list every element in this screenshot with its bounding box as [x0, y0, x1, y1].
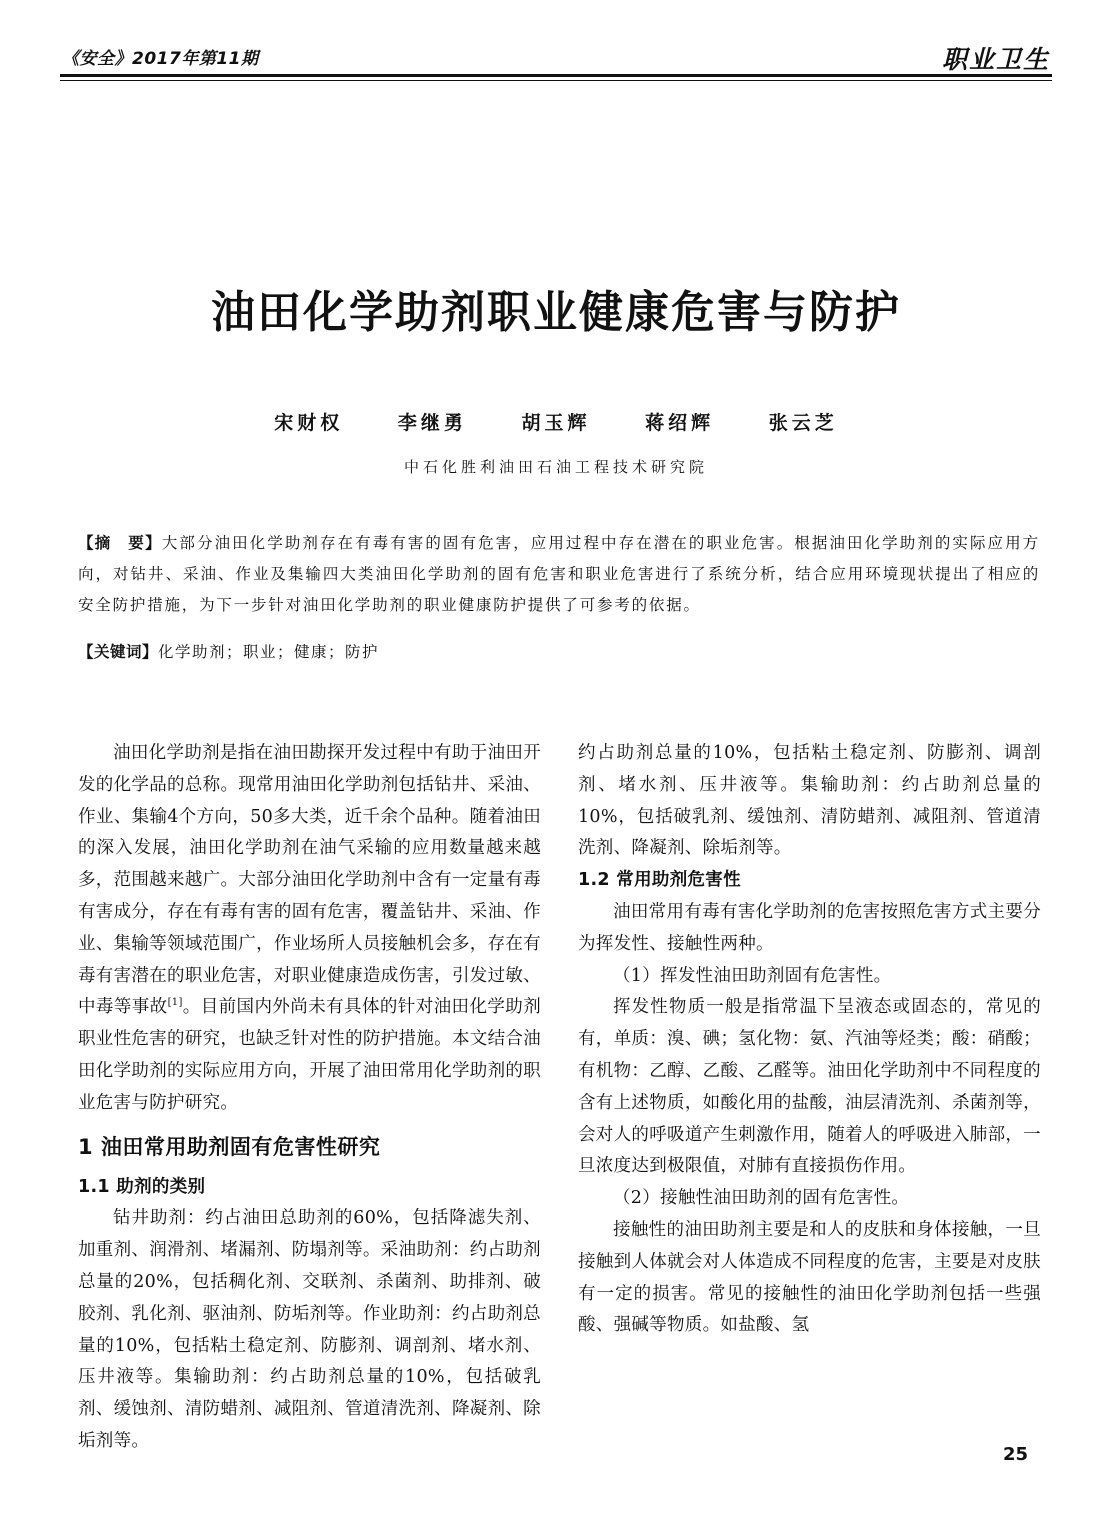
header-rule-thick [60, 74, 1052, 77]
item-heading: （2）接触性油田助剂的固有危害性。 [613, 1188, 910, 1209]
citation-ref: [1] [167, 997, 183, 1009]
body-column-left [78, 738, 541, 1489]
keywords-label: 【关键词】 [78, 643, 159, 661]
intro-text: 油田化学助剂是指在油田勘探开发过程中有助于油田开发的化学品的总称。现常用油田化学助剂包括钻井、采油、作业、集输4个方向，50多大类，近千余个品种。随着油田的深入发展，油田化学助剂在油气采输的应用数量越来越多，范围越来越广。大部分油田化学助剂中含有一定量有毒有害成分，存在有毒有害的固有危害，覆盖钻井、采油、作业、集输等领域范围广，作业场所人员接触机会多，存在有毒有害潜在的职业危害，对职业健康造成伤害，引发过敏、中毒等事故 [78, 743, 541, 1018]
author-affiliation: 中石化胜利油田石油工程技术研究院 [403, 458, 708, 476]
author-name: 宋财权 [274, 412, 344, 434]
author-name: 张云芝 [768, 412, 838, 434]
author-list [0, 408, 1112, 435]
volatile-hazard-paragraph: 挥发性物质一般是指常温下呈液态或固态的，常见的有，单质：溴、碘；氢化物：氨、汽油等烃类；酸：硝酸；有机物：乙醇、乙酸、乙醛等。油田化学助剂中不同程度的含有上述物质，如酸化用的盐酸，油层清洗剂、杀菌剂等，会对人的呼吸道产生刺激作用，随着人的呼吸进入肺部，一旦浓度达到极限值，对肺有直接损伤作用。 [578, 997, 1041, 1177]
item-heading: （1）挥发性油田助剂固有危害性。 [613, 965, 892, 986]
subsection-heading: 1.2 常用助剂危害性 [578, 870, 741, 891]
section-header: 职业卫生 [941, 45, 1050, 74]
section-heading: 1 油田常用助剂固有危害性研究 [78, 1134, 381, 1159]
author-name: 蒋绍辉 [645, 412, 715, 434]
contact-hazard-paragraph: 接触性的油田助剂主要是和人的皮肤和身体接触，一旦接触到人体就会对人体造成不同程度的危害，主要是对皮肤有一定的损害。常见的接触性的油田化学助剂包括一些强酸、强碱等物质。如盐酸、氢 [578, 1219, 1041, 1336]
abstract [78, 528, 1040, 621]
categories-paragraph: 钻井助剂：约占油田总助剂的60%，包括降滤失剂、加重剂、润滑剂、堵漏剂、防塌剂等。采油助剂：约占助剂总量的20%，包括稠化剂、交联剂、杀菌剂、助排剂、破胶剂、乳化剂、驱油剂、防垢剂等。作业助剂：约占助剂总量的10%，包括粘土稳定剂、防膨剂、调剖剂、堵水剂、压井液等。集输助剂：约占助剂总量的10%，包括破乳剂、缓蚀剂、清防蜡剂、减阻剂、管道清洗剂、降凝剂、除垢剂等。 [78, 1208, 541, 1451]
page-number: 25 [1002, 1444, 1028, 1465]
header-rule-thin [60, 80, 1052, 81]
keywords [78, 638, 1040, 666]
abstract-label: 【摘 要】 [78, 534, 162, 552]
intro-paragraph [78, 738, 541, 1120]
article-title: 油田化学助剂职业健康危害与防护 [211, 287, 901, 338]
abstract-text: 大部分油田化学助剂存在有毒有害的固有危害，应用过程中存在潜在的职业危害。根据油田化学助剂的实际应用方向，对钻井、采油、作业及集输四大类油田化学助剂的固有危害和职业危害进行了系统分析，结合应用环境现状提出了相应的安全防护措施，为下一步针对油田化学助剂的职业健康防护提供了可参考的依据。 [78, 534, 1040, 614]
author-name: 李继勇 [397, 412, 467, 434]
subsection-heading: 1.1 助剂的类别 [78, 1176, 206, 1197]
keywords-text: 化学助剂；职业；健康；防护 [158, 643, 380, 661]
categories-paragraph-cont: 约占助剂总量的10%，包括粘土稳定剂、防膨剂、调剖剂、堵水剂、压井液等。集输助剂：约占助剂总量的10%，包括破乳剂、缓蚀剂、清防蜡剂、减阻剂、管道清洗剂、降凝剂、除垢剂等。 [578, 743, 1041, 859]
body-column-right [578, 738, 1041, 1342]
journal-issue-header: 《安全》2017年第11期 [62, 49, 259, 69]
intro-text-cont: 。目前国内外尚未有具体的针对油田化学助剂职业性危害的研究，也缺乏针对性的防护措施。本文结合油田化学助剂的实际应用方向，开展了油田常用化学助剂的职业危害与防护研究。 [78, 997, 542, 1113]
author-name: 胡玉辉 [521, 412, 591, 434]
hazard-types-paragraph: 油田常用有毒有害化学助剂的危害按照危害方式主要分为挥发性、接触性两种。 [578, 901, 1041, 954]
